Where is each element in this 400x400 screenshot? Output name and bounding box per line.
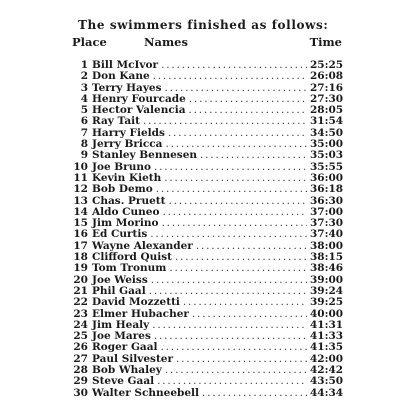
finish-time: 43:50: [310, 375, 344, 388]
finish-time: 35:00: [310, 138, 344, 151]
leader-dots: [192, 309, 307, 320]
leader-dots: [156, 184, 307, 195]
finish-time: 40:00: [310, 307, 344, 320]
place-number: 28: [73, 364, 88, 377]
place-number: 20: [73, 273, 88, 286]
swimmer-name: Terry Hayes: [92, 81, 162, 94]
swimmer-name: Walter Schneebell: [92, 386, 199, 399]
place-number: 8: [80, 138, 88, 151]
swimmer-name: Joe Mares: [92, 330, 151, 343]
finish-time: 25:25: [310, 59, 344, 71]
column-headers: [72, 35, 342, 51]
result-row: [72, 376, 342, 387]
leader-dots: [168, 196, 307, 207]
finish-time: 28:05: [310, 104, 344, 117]
finish-time: 42:00: [310, 352, 344, 365]
swimmer-name: Ray Tait: [92, 115, 140, 128]
finish-time: 37:30: [310, 217, 344, 230]
place-number: 3: [80, 81, 88, 94]
leader-dots: [161, 342, 307, 353]
finish-time: 37:40: [310, 228, 344, 241]
leader-dots: [189, 105, 307, 116]
place-number: 5: [80, 104, 88, 117]
place-number: 23: [73, 307, 88, 320]
finish-time: 35:03: [310, 149, 344, 162]
leader-dots: [154, 331, 307, 342]
place-number: 4: [80, 92, 88, 105]
finish-time: 37:00: [310, 205, 344, 218]
place-number: 12: [73, 183, 88, 196]
leader-dots: [176, 354, 307, 365]
finish-time: 38:00: [310, 239, 344, 252]
swimmer-name: Aldo Cuneo: [92, 205, 160, 218]
swimmer-name: Kevin Kieth: [92, 171, 162, 184]
swimmer-name: Don Kane: [92, 70, 150, 83]
leader-dots: [200, 150, 307, 161]
finish-time: 38:15: [310, 251, 344, 264]
place-number: 14: [73, 205, 88, 218]
place-number: 1: [80, 59, 88, 71]
leader-dots: [143, 116, 307, 127]
finish-time: 41:31: [310, 318, 344, 331]
leader-dots: [165, 365, 307, 376]
place-number: 7: [80, 126, 88, 139]
finish-time: 36:00: [310, 171, 344, 184]
intro-line: The swimmers finished as follows:: [78, 18, 329, 32]
swimmer-name: Jim Morino: [92, 217, 159, 230]
finish-time: 27:30: [310, 92, 344, 105]
swimmer-name: Tom Tronum: [92, 262, 167, 275]
finish-time: 36:30: [310, 194, 344, 207]
swimmer-name: Henry Fourcade: [92, 92, 186, 105]
swimmer-name: Bob Demo: [92, 183, 153, 196]
swimmer-name: Chas. Pruett: [92, 194, 166, 207]
swimmer-name: Roger Gaal: [92, 341, 158, 354]
finish-time: 41:33: [310, 330, 344, 343]
swimmer-name: Harry Fields: [92, 126, 165, 139]
finish-time: 31:54: [310, 115, 344, 128]
place-number: 29: [73, 375, 88, 388]
leader-dots: [164, 173, 307, 184]
finish-time: 34:50: [310, 126, 344, 139]
result-row: [72, 71, 342, 82]
place-number: 24: [73, 318, 88, 331]
leader-dots: [189, 94, 307, 105]
leader-dots: [162, 207, 307, 218]
finish-time: 41:35: [310, 341, 344, 354]
finish-time: 27:16: [310, 81, 344, 94]
swimmer-name: Ed Curtis: [92, 228, 148, 241]
finish-time: 26:08: [310, 70, 344, 83]
swimmer-name: Hector Valencia: [92, 104, 186, 117]
names-header: Names: [144, 35, 188, 49]
leader-dots: [151, 275, 307, 286]
place-number: 30: [73, 386, 88, 399]
finish-time: 36:18: [310, 183, 344, 196]
place-number: 22: [73, 296, 88, 309]
swimmer-name: Paul Silvester: [92, 352, 174, 365]
place-header: Place: [72, 35, 107, 49]
swimmer-name: Joe Bruno: [92, 160, 151, 173]
place-number: 19: [73, 262, 88, 275]
results-list: [72, 60, 342, 399]
place-number: 6: [80, 115, 88, 128]
place-number: 2: [80, 70, 88, 83]
swimmer-name: Jerry Bricca: [92, 138, 163, 151]
place-number: 16: [73, 228, 88, 241]
place-number: 10: [73, 160, 88, 173]
result-row: [72, 297, 342, 308]
result-row: [72, 150, 342, 161]
swimmer-name: Phil Gaal: [92, 284, 146, 297]
finish-time: 35:55: [310, 160, 344, 173]
swimmer-name: Elmer Hubacher: [92, 307, 189, 320]
leader-dots: [153, 71, 307, 82]
place-number: 11: [73, 171, 88, 184]
swimmer-name: Wayne Alexander: [92, 239, 193, 252]
result-row: [72, 263, 342, 274]
finish-time: 38:46: [310, 262, 344, 275]
leader-dots: [168, 128, 307, 139]
leader-dots: [196, 241, 307, 252]
leader-dots: [157, 376, 307, 387]
place-number: 18: [73, 251, 88, 264]
finish-time: 39:25: [310, 296, 344, 309]
swimmer-name: Bob Whaley: [92, 364, 162, 377]
leader-dots: [162, 218, 307, 229]
swimmer-name: Steve Gaal: [92, 375, 155, 388]
swimmer-name: Clifford Quist: [92, 251, 173, 264]
swimmer-name: Joe Weiss: [92, 273, 148, 286]
time-header: Time: [309, 35, 342, 49]
swimmer-name: Jim Healy: [92, 318, 150, 331]
finish-time: 39:00: [310, 273, 344, 286]
place-number: 9: [80, 149, 88, 162]
finish-time: 44:34: [310, 386, 344, 399]
swimmer-name: Bill McIvor: [92, 59, 159, 71]
place-number: 15: [73, 217, 88, 230]
place-number: 13: [73, 194, 88, 207]
place-number: 25: [73, 330, 88, 343]
swimmer-name: David Mozzetti: [92, 296, 180, 309]
result-row: [72, 388, 342, 399]
result-row: [72, 184, 342, 195]
leader-dots: [175, 252, 307, 263]
swimmer-name: Stanley Bennesen: [92, 149, 198, 162]
leader-dots: [152, 320, 307, 331]
leader-dots: [154, 162, 307, 173]
finish-time: 39:24: [310, 284, 344, 297]
leader-dots: [202, 388, 307, 399]
place-number: 17: [73, 239, 88, 252]
place-number: 21: [73, 284, 88, 297]
finish-time: 42:42: [310, 364, 344, 377]
place-number: 26: [73, 341, 88, 354]
leader-dots: [161, 60, 307, 71]
leader-dots: [169, 263, 307, 274]
place-number: 27: [73, 352, 88, 365]
leader-dots: [183, 297, 307, 308]
